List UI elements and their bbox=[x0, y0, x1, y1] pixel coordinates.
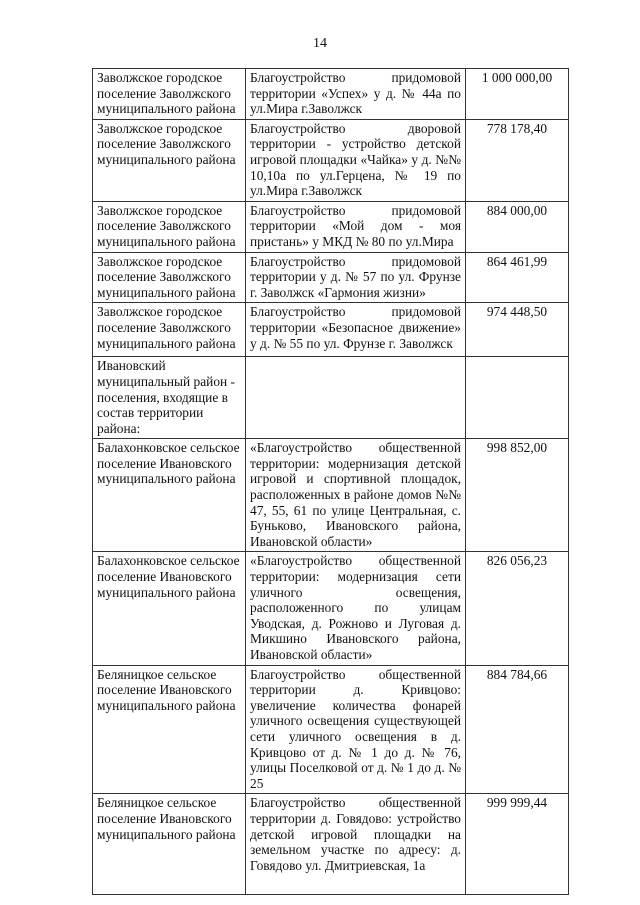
amount-cell: 884 784,66 bbox=[466, 665, 569, 794]
settlement-cell: Заволжское городское поселение Заволжского муниципального района bbox=[93, 201, 246, 252]
table-row bbox=[93, 665, 569, 794]
table-row bbox=[93, 252, 569, 303]
settlement-cell: Балахонковское сельское поселение Ивановского муниципального района bbox=[93, 439, 246, 552]
settlement-cell: Беляницкое сельское поселение Ивановского муниципального района bbox=[93, 794, 246, 895]
settlement-cell: Заволжское городское поселение Заволжского муниципального района bbox=[93, 119, 246, 201]
amount-cell: 778 178,40 bbox=[466, 119, 569, 201]
project-description-cell bbox=[246, 357, 466, 439]
settlement-cell: Заволжское городское поселение Заволжского муниципального района bbox=[93, 69, 246, 120]
table-row bbox=[93, 439, 569, 552]
project-description-cell: Благоустройство придомовой территории «Безопасное движение» у д. № 55 по ул. Фрунзе г. Заволжск bbox=[246, 303, 466, 357]
settlement-cell: Заволжское городское поселение Заволжского муниципального района bbox=[93, 252, 246, 303]
settlement-cell: Беляницкое сельское поселение Ивановского муниципального района bbox=[93, 665, 246, 794]
table-row bbox=[93, 552, 569, 665]
amount-cell: 826 056,23 bbox=[466, 552, 569, 665]
settlement-cell: Ивановский муниципальный район - поселения, входящие в состав территории района: bbox=[93, 357, 246, 439]
project-description-cell: Благоустройство придомовой территории «Мой дом - моя пристань» у МКД № 80 по ул.Мира bbox=[246, 201, 466, 252]
project-description-cell: «Благоустройство общественной территории: модернизация сети уличного освещения, расположенного по улицам Уводская, д. Рожново и Луговая д. Микшино Ивановского района, Ивановской области» bbox=[246, 552, 466, 665]
page-number: 14 bbox=[313, 36, 327, 51]
settlement-cell: Заволжское городское поселение Заволжского муниципального района bbox=[93, 303, 246, 357]
amount-cell: 864 461,99 bbox=[466, 252, 569, 303]
settlement-cell: Балахонковское сельское поселение Ивановского муниципального района bbox=[93, 552, 246, 665]
funding-table bbox=[92, 68, 569, 895]
amount-cell bbox=[466, 357, 569, 439]
project-description-cell: «Благоустройство общественной территории: модернизация детской игровой и спортивной площадок, расположенных в районе домов №№ 47, 55, 61 по улице Центральная, с. Буньково, Ивановского района, Ивановской области» bbox=[246, 439, 466, 552]
project-description-cell: Благоустройство дворовой территории - устройство детской игровой площадки «Чайка» у д. №№ 10,10а по ул.Герцена, № 19 по ул.Мира г.Заволжск bbox=[246, 119, 466, 201]
table-body bbox=[93, 69, 569, 895]
table-row bbox=[93, 119, 569, 201]
project-description-cell: Благоустройство общественной территории д. Кривцово: увеличение количества фонарей уличного освещения существующей сети уличного освещения в д. Кривцово от д. № 1 до д. № 76, улицы Поселковой от д. № 1 до д. № 25 bbox=[246, 665, 466, 794]
table-row bbox=[93, 794, 569, 895]
table-row bbox=[93, 201, 569, 252]
amount-cell: 884 000,00 bbox=[466, 201, 569, 252]
amount-cell: 1 000 000,00 bbox=[466, 69, 569, 120]
table-row bbox=[93, 357, 569, 439]
amount-cell: 999 999,44 bbox=[466, 794, 569, 895]
project-description-cell: Благоустройство придомовой территории у д. № 57 по ул. Фрунзе г. Заволжск «Гармония жизни» bbox=[246, 252, 466, 303]
amount-cell: 998 852,00 bbox=[466, 439, 569, 552]
project-description-cell: Благоустройство придомовой территории «Успех» у д. № 44а по ул.Мира г.Заволжск bbox=[246, 69, 466, 120]
table-row bbox=[93, 303, 569, 357]
table-row bbox=[93, 69, 569, 120]
amount-cell: 974 448,50 bbox=[466, 303, 569, 357]
project-description-cell: Благоустройство общественной территории д. Говядово: устройство детской игровой площадки на земельном участке по адресу: д. Говядово ул. Дмитриевская, 1а bbox=[246, 794, 466, 895]
